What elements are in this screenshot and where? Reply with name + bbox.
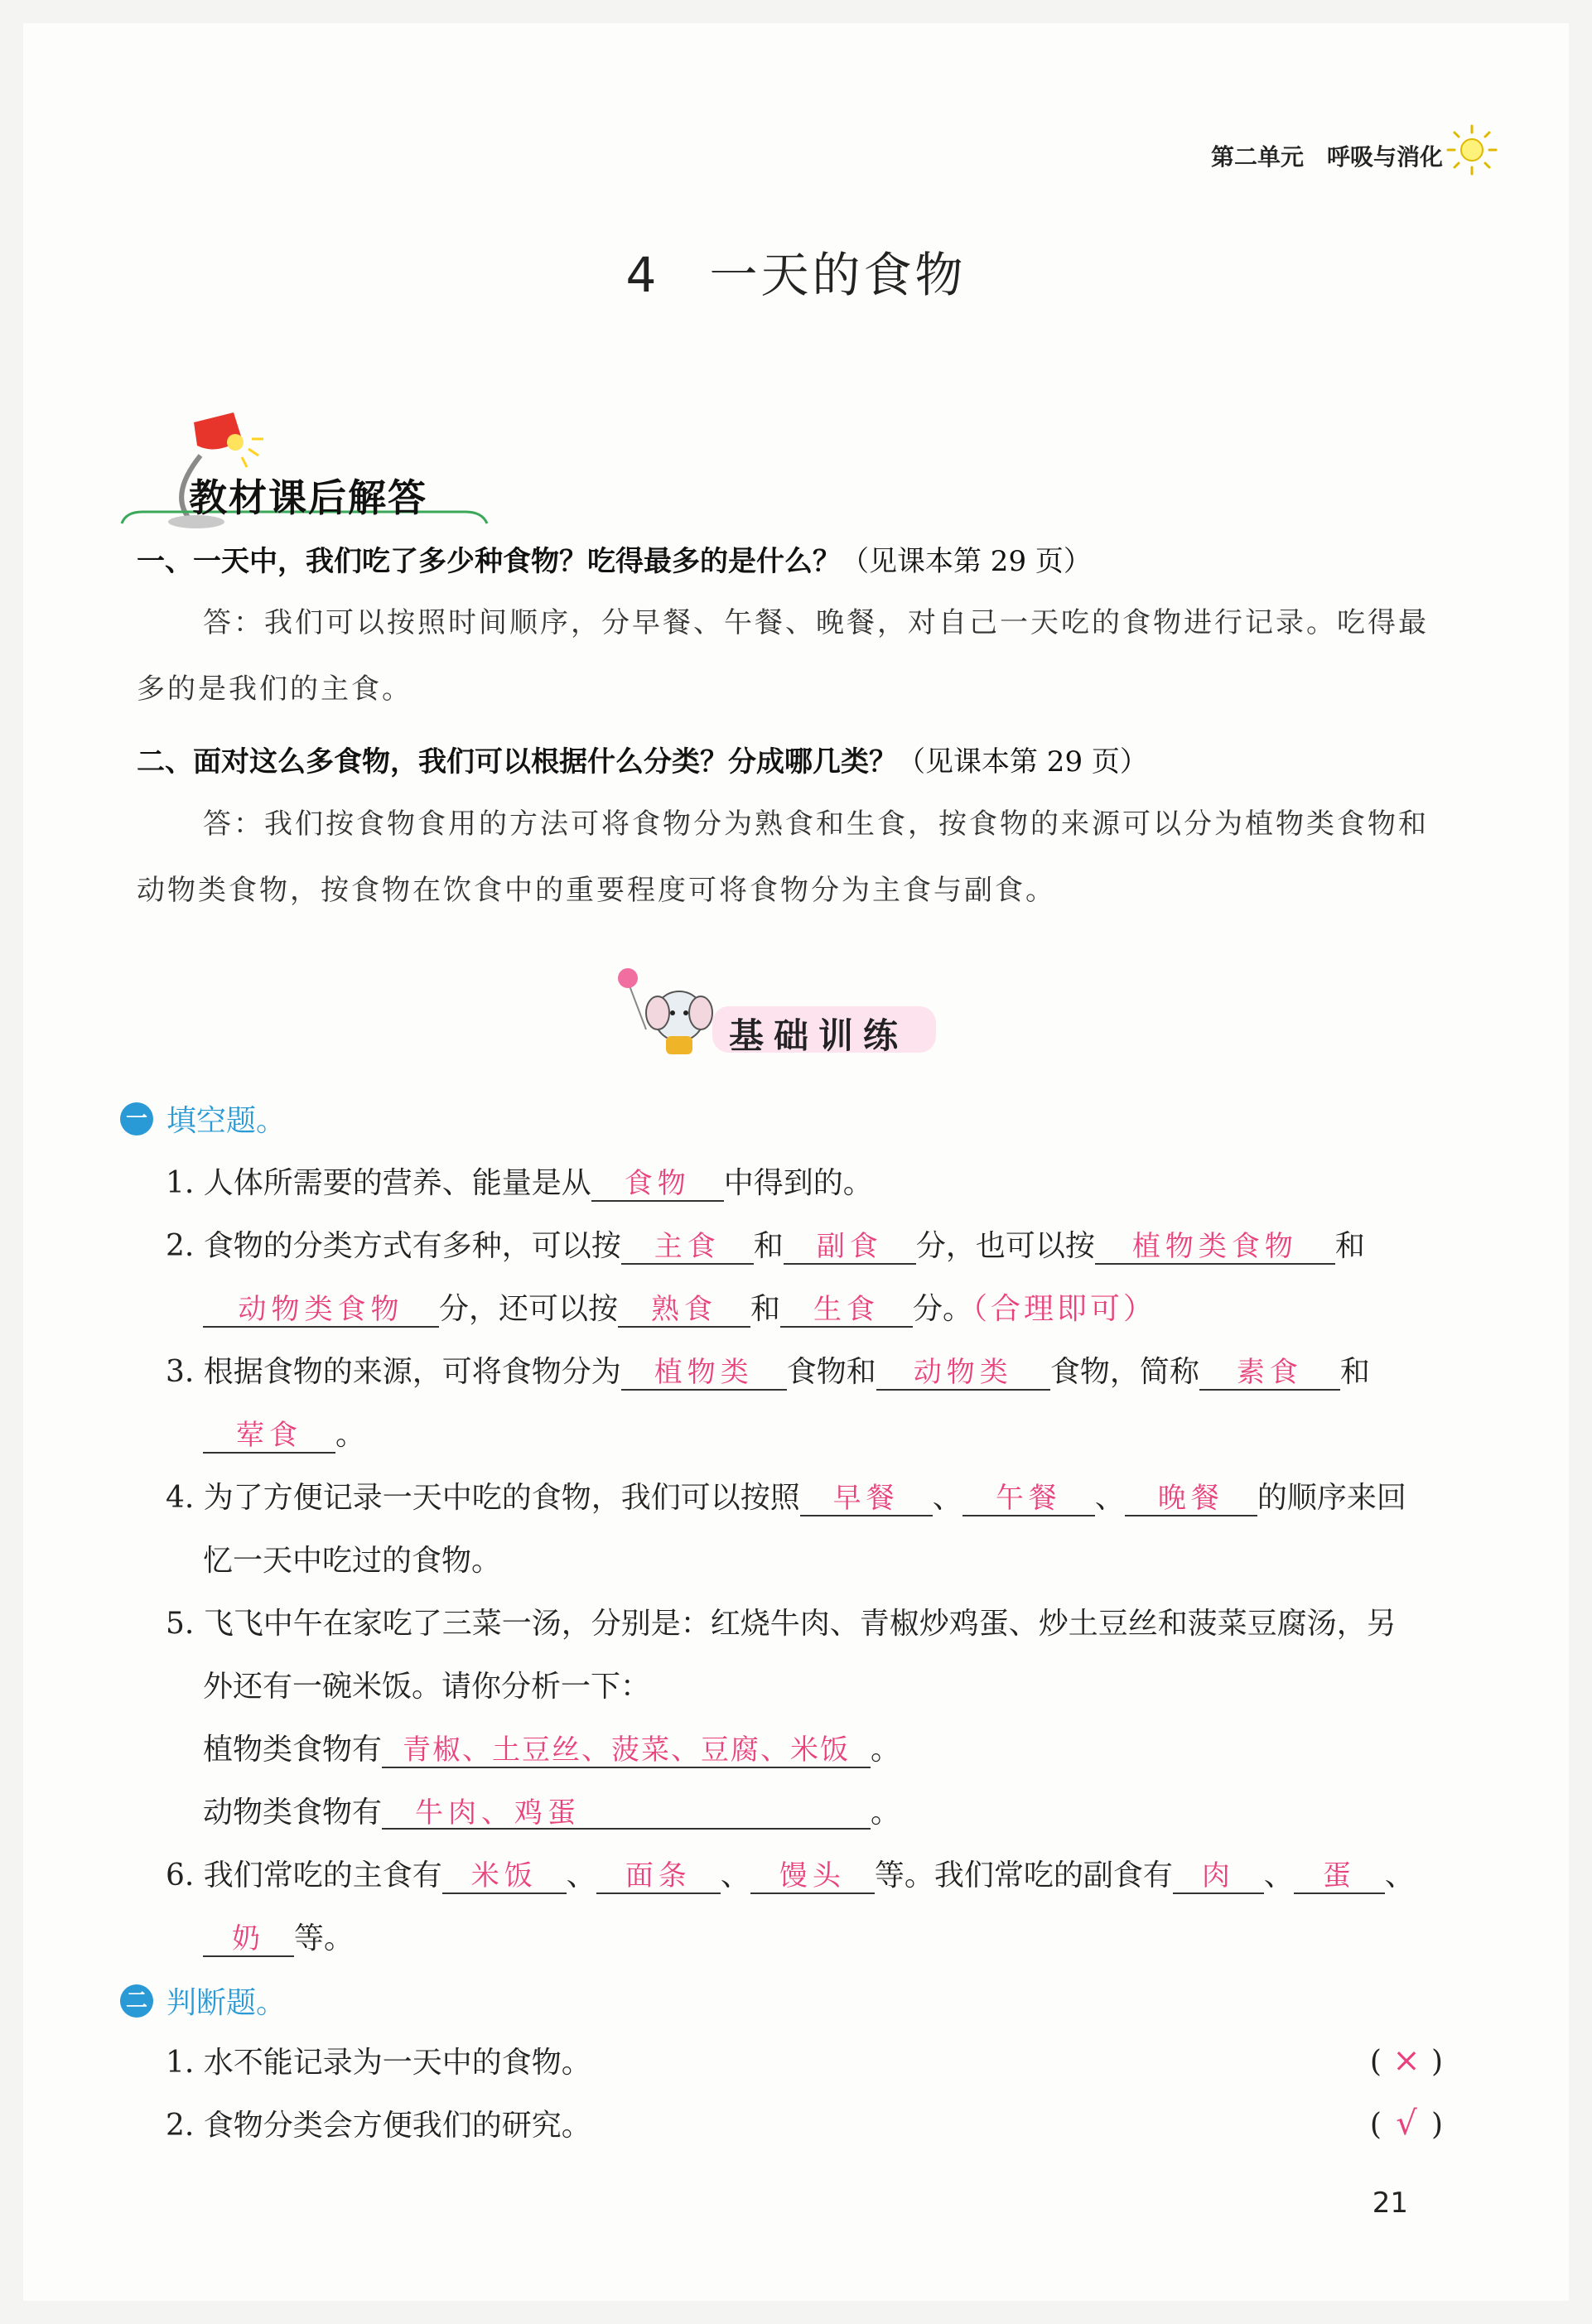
question-1-ref: （见课本第 29 页） [841, 545, 1092, 578]
fill-item-6 [166, 1854, 1415, 1897]
fill-text: 、 [1094, 1481, 1125, 1515]
question-1 [137, 538, 1092, 579]
question-2 [137, 739, 1148, 779]
fill-section-header [120, 1097, 286, 1140]
fill-item-4-cont: 忆一天中吃过的食物。 [203, 1544, 502, 1578]
judge-title: 判断题。 [166, 1986, 287, 2020]
fill-text: 动物类食物有 [203, 1796, 383, 1830]
answer-blank: 米饭 [442, 1856, 567, 1894]
answer-blank: 副食 [784, 1227, 916, 1265]
cross-mark: × [1392, 2042, 1421, 2080]
fill-text: 、 [932, 1481, 962, 1515]
unit-topic: 呼吸与消化 [1326, 143, 1443, 171]
judge-answer-1: ( × ) [1369, 2042, 1443, 2080]
lesson-title-text: 一天的食物 [709, 247, 967, 303]
answer-2: 答：我们按食物食用的方法可将食物分为熟食和生食，按食物的来源可以分为植物类食物和动物类食物，按食物在饮食中的重要程度可将食物分为主食与副食。 [137, 808, 1429, 907]
fill-item-2-cont [203, 1288, 1156, 1331]
answer-blank: 午餐 [962, 1478, 1095, 1516]
fill-text: 、 [566, 1859, 596, 1892]
answer-blank: 素食 [1199, 1352, 1340, 1391]
fill-text: 的顺序来回 [1257, 1481, 1406, 1515]
fill-text: 。 [335, 1418, 366, 1452]
fill-item-6-cont [203, 1917, 354, 1960]
fill-text: 。 [871, 1733, 901, 1767]
fill-item-2 [166, 1225, 1365, 1268]
fill-text: 3. 根据食物的来源，可将食物分为 [166, 1355, 621, 1389]
fill-text: 分。 [913, 1292, 973, 1326]
fill-text: 、 [1263, 1859, 1294, 1892]
answer-blank: 动物类食物 [203, 1290, 439, 1328]
fill-item-4 [166, 1477, 1406, 1520]
fill-text: 分，也可以按 [915, 1229, 1095, 1263]
answer-blank: 食物 [591, 1164, 724, 1202]
fill-text: 和 [750, 1292, 781, 1326]
answer-blank: 牛肉、鸡蛋 [382, 1793, 871, 1830]
fill-text: 4. 为了方便记录一天中吃的食物，我们可以按照 [166, 1481, 800, 1515]
practice-title: 基础训练 [729, 1015, 909, 1056]
fill-text: 分，还可以按 [439, 1292, 619, 1326]
answer-blank: 晚餐 [1125, 1478, 1257, 1516]
question-2-text: 二、面对这么多食物，我们可以根据什么分类？分成哪几类？ [137, 745, 897, 779]
judge-answer-2: ( √ ) [1369, 2105, 1443, 2143]
judge-item-1: 1. 水不能记录为一天中的食物。 [166, 2046, 591, 2080]
fill-text: 植物类食物有 [203, 1733, 383, 1767]
answer-blank: 蛋 [1294, 1856, 1385, 1894]
fill-text: 、 [1384, 1859, 1415, 1892]
answer-blank: 植物类 [621, 1352, 787, 1391]
fill-text: 食物，简称 [1049, 1355, 1199, 1389]
unit-label: 第二单元 [1210, 143, 1304, 171]
fill-text: 中得到的。 [723, 1166, 873, 1200]
fill-item-3-cont [203, 1414, 365, 1457]
fill-item-3 [166, 1351, 1370, 1394]
fill-text: 和 [1334, 1229, 1365, 1263]
fill-text: 等。 [294, 1921, 355, 1955]
fill-text: 食物和 [786, 1355, 876, 1389]
sun-icon [1445, 123, 1499, 177]
fill-title: 填空题。 [166, 1104, 287, 1138]
answer-blank: 面条 [596, 1856, 721, 1894]
fill-badge: 一 [120, 1102, 153, 1135]
answer-blank: 早餐 [800, 1478, 933, 1516]
answer-blank: 青椒、土豆丝、菠菜、豆腐、米饭 [382, 1730, 871, 1768]
answer-note: （合理即可） [972, 1292, 1157, 1326]
answer-blank: 生食 [780, 1290, 913, 1328]
fill-text: 。 [871, 1796, 901, 1830]
check-mark: √ [1396, 2105, 1417, 2143]
fill-text: 和 [753, 1229, 784, 1263]
judge-badge: 二 [120, 1984, 153, 2018]
fill-item-1 [166, 1162, 873, 1205]
fill-item-5-cont: 外还有一碗米饭。请你分析一下： [203, 1670, 651, 1704]
question-1-text: 一、一天中，我们吃了多少种食物？吃得最多的是什么？ [137, 545, 841, 578]
fill-text: 、 [720, 1859, 750, 1892]
unit-header [1211, 139, 1443, 172]
page-number: 21 [1372, 2187, 1408, 2220]
answer-blank: 肉 [1173, 1856, 1264, 1894]
answer-1: 答：我们可以按照时间顺序，分早餐、午餐、晚餐，对自己一天吃的食物进行记录。吃得最多的是我们的主食。 [137, 606, 1429, 706]
fill-item-5-animal [203, 1791, 900, 1835]
fill-text: 6. 我们常吃的主食有 [166, 1859, 442, 1892]
fill-text: 2. 食物的分类方式有多种，可以按 [166, 1229, 621, 1263]
fill-text: 和 [1339, 1355, 1370, 1389]
answer-blank: 主食 [621, 1227, 754, 1265]
fill-text: 等。我们常吃的副食有 [874, 1859, 1173, 1892]
answer-blank: 奶 [203, 1919, 294, 1957]
answer-blank: 植物类食物 [1095, 1227, 1335, 1265]
fill-text: 1. 人体所需要的营养、能量是从 [166, 1166, 591, 1200]
answer-blank: 动物类 [876, 1352, 1050, 1391]
answer-blank: 熟食 [618, 1290, 750, 1328]
section-title: 教材课后解答 [189, 475, 427, 520]
judge-item-2: 2. 食物分类会方便我们的研究。 [166, 2109, 591, 2143]
lesson-number: 4 [625, 247, 660, 303]
question-2-ref: （见课本第 29 页） [897, 745, 1148, 779]
answer-blank: 馒头 [750, 1856, 875, 1894]
lesson-title [0, 236, 1592, 306]
judge-section-header [120, 1979, 286, 2022]
fill-item-5-plant [203, 1729, 900, 1772]
fill-item-5: 5. 飞飞中午在家吃了三菜一汤，分别是：红烧牛肉、青椒炒鸡蛋、炒土豆丝和菠菜豆腐汤，另 [166, 1607, 1397, 1641]
answer-blank: 荤食 [203, 1415, 335, 1454]
